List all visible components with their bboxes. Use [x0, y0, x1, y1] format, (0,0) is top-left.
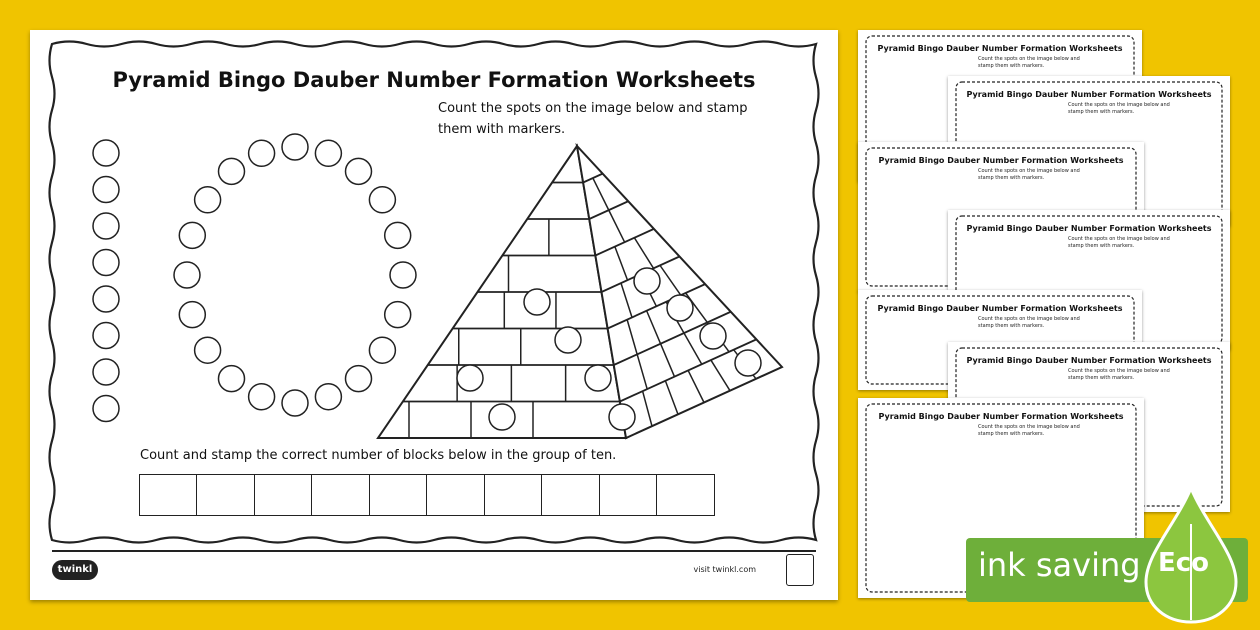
- thumbnail-title: Pyramid Bingo Dauber Number Formation Worksheets: [878, 156, 1124, 165]
- twinkl-logo: twinkl: [52, 560, 98, 580]
- stamp-block: [196, 474, 255, 516]
- dauber-dot: [93, 213, 119, 239]
- thumbnail-subtitle: Count the spots on the image below and stamp them with markers.: [978, 56, 1080, 69]
- stamp-block: [254, 474, 313, 516]
- thumbnail-subtitle: Count the spots on the image below and stamp them with markers.: [1068, 236, 1170, 249]
- dauber-dot: [93, 177, 119, 203]
- worksheet-title: Pyramid Bingo Dauber Number Formation Worksheets: [112, 68, 756, 92]
- quality-standard-badge-icon: [786, 554, 814, 586]
- dauber-dot: [369, 187, 395, 213]
- dauber-dot: [195, 187, 221, 213]
- footer-divider: [52, 550, 816, 552]
- dauber-dot: [385, 222, 411, 248]
- thumbnail-title: Pyramid Bingo Dauber Number Formation Worksheets: [877, 304, 1123, 313]
- dauber-dot: [457, 365, 483, 391]
- dauber-dot: [700, 323, 726, 349]
- stamp-block: [369, 474, 428, 516]
- stamp-block: [656, 474, 715, 516]
- stamp-block: [599, 474, 658, 516]
- dauber-dot: [346, 366, 372, 392]
- dauber-dot: [179, 222, 205, 248]
- ten-block-row: [140, 474, 715, 516]
- dauber-dot: [93, 286, 119, 312]
- dauber-dot: [219, 366, 245, 392]
- dauber-dot: [634, 268, 660, 294]
- stamp-block: [311, 474, 370, 516]
- thumbnail-title: Pyramid Bingo Dauber Number Formation Worksheets: [966, 356, 1212, 365]
- dauber-dot: [195, 337, 221, 363]
- thumbnail-title: Pyramid Bingo Dauber Number Formation Worksheets: [878, 412, 1124, 421]
- dauber-dot: [524, 289, 550, 315]
- dauber-dot: [346, 158, 372, 184]
- dauber-dot: [282, 390, 308, 416]
- dauber-dot: [315, 140, 341, 166]
- dauber-dot: [735, 350, 761, 376]
- stamp-block: [484, 474, 543, 516]
- dauber-dot: [174, 262, 200, 288]
- stamp-block: [541, 474, 600, 516]
- dauber-dot: [93, 359, 119, 385]
- dauber-dot: [93, 140, 119, 166]
- dauber-dot: [385, 302, 411, 328]
- dauber-dot: [667, 295, 693, 321]
- dauber-dot: [93, 396, 119, 422]
- thumbnail-subtitle: Count the spots on the image below and stamp them with markers.: [978, 168, 1080, 181]
- instruction-top: Count the spots on the image below and stamp them with markers.: [438, 101, 748, 137]
- thumbnail-title: Pyramid Bingo Dauber Number Formation Worksheets: [877, 44, 1123, 53]
- eco-label: Eco: [1158, 548, 1210, 578]
- thumbnail-subtitle: Count the spots on the image below and stamp them with markers.: [978, 424, 1080, 437]
- instruction-bottom: Count and stamp the correct number of blocks below in the group of ten.: [140, 448, 617, 463]
- dauber-dot: [249, 384, 275, 410]
- stamp-block: [426, 474, 485, 516]
- dauber-dot: [179, 302, 205, 328]
- dauber-dot: [219, 158, 245, 184]
- dauber-dot: [282, 134, 308, 160]
- thumbnail-subtitle: Count the spots on the image below and stamp them with markers.: [978, 316, 1080, 329]
- dauber-dot: [249, 140, 275, 166]
- footer-visit-link[interactable]: visit twinkl.com: [693, 565, 756, 574]
- dauber-dot: [489, 404, 515, 430]
- stamp-block: [139, 474, 198, 516]
- dauber-dot: [315, 384, 341, 410]
- dauber-dot: [585, 365, 611, 391]
- thumbnail-subtitle: Count the spots on the image below and stamp them with markers.: [1068, 102, 1170, 115]
- dauber-dot: [93, 250, 119, 276]
- thumbnail-subtitle: Count the spots on the image below and stamp them with markers.: [1068, 368, 1170, 381]
- dauber-dot: [609, 404, 635, 430]
- worksheet-page: [30, 30, 838, 600]
- dauber-dot: [390, 262, 416, 288]
- dauber-dot: [93, 323, 119, 349]
- thumbnail-title: Pyramid Bingo Dauber Number Formation Worksheets: [966, 90, 1212, 99]
- eco-banner-text: ink saving: [978, 546, 1141, 584]
- thumbnail-title: Pyramid Bingo Dauber Number Formation Worksheets: [966, 224, 1212, 233]
- dauber-dot: [555, 327, 581, 353]
- dauber-dot: [369, 337, 395, 363]
